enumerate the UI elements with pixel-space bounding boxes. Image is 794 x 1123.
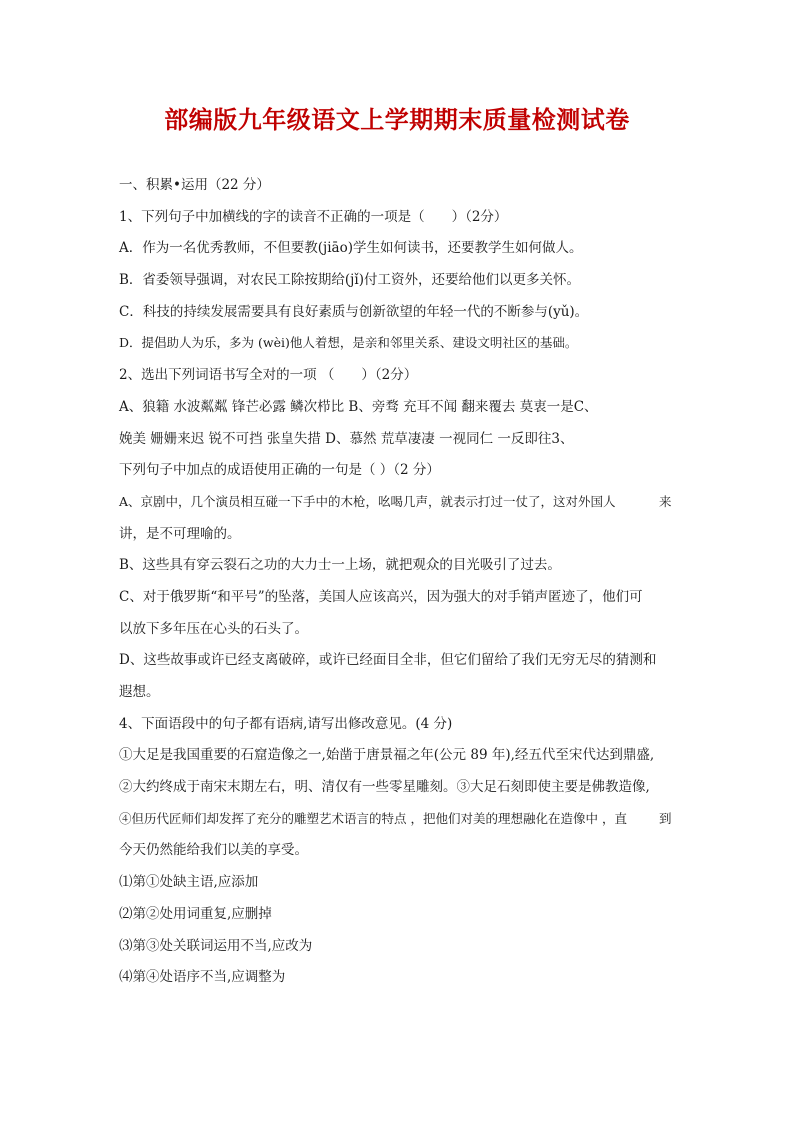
page-title: 部编版九年级语文上学期期末质量检测试卷	[164, 106, 630, 134]
question-3-option-c: C、对于俄罗斯“和平号”的坠落，美国人应该高兴，因为强大的对手销声匿迹了，他们可	[119, 588, 643, 605]
section-heading: 一、积累•运用（22 分）	[119, 177, 270, 193]
question-3-option-c-cont: 以放下多年压在心头的石头了。	[119, 620, 308, 637]
answer-item-1: ⑴第①处缺主语,应添加	[119, 874, 259, 891]
passage-line-2: ②大约终成于南宋末期左右，明、清仅有一些零星雕刻。③大足石刻即使主要是佛教造像,	[119, 779, 650, 796]
question-1-option-b: B．省委领导强调，对农民工除按期给(jǐ)付工资外，还要给他们以更多关怀。	[119, 272, 580, 289]
answer-item-2: ⑵第②处用词重复,应删掉	[119, 905, 272, 922]
passage-line-3-text: ④但历代匠师们却发挥了充分的雕塑艺术语言的特点 ，把他们对美的理想融化在造像中 ，直	[119, 810, 627, 826]
question-3-option-b: B、这些具有穿云裂石之功的大力士一上场，就把观众的目光吸引了过去。	[119, 557, 561, 574]
passage-line-3	[119, 808, 689, 840]
answer-item-3: ⑶第③处关联词运用不当,应改为	[119, 937, 313, 954]
question-3-option-d: D、这些故事或许已经支离破碎，或许已经面目全非，但它们留给了我们无穷无尽的猜测和	[119, 652, 657, 669]
passage-line-1: ①大足是我国重要的石窟造像之一,始凿于唐景福之年(公元 89 年),经五代至宋代达到鼎盛,	[119, 747, 655, 764]
passage-line-4: 今天仍然能给我们以美的享受。	[119, 842, 308, 859]
question-4-stem: 4、下面语段中的句子都有语病,请写出修改意见。(4 分)	[119, 715, 453, 732]
question-3-option-a	[119, 491, 689, 523]
question-3-option-d-cont: 遐想。	[119, 684, 160, 700]
question-2-options-cd: 娩美 姗姗来迟 锐不可挡 张皇失措 D、慕然 荒草凄凄 一视同仁 一反即往3、	[119, 430, 574, 447]
question-2-stem: 2、选出下列词语书写全对的一项 （ ）（2分）	[119, 367, 418, 384]
passage-line-3-tail: 到	[659, 810, 672, 826]
question-1-option-d: D．提倡助人为乐，多为 (wèi)他人着想，是亲和邻里关系、建设文明社区的基础。	[119, 335, 578, 351]
exam-body	[119, 174, 689, 998]
question-1-option-a: A．作为一名优秀教师，不但要教(jiāo)学生如何读书，还要教学生如何做人。	[119, 240, 583, 257]
question-3-option-a-tail: 来	[659, 493, 672, 509]
question-3-option-a-cont: 讲，是不可理喻的。	[119, 525, 241, 542]
question-1-option-c: C．科技的持续发展需要具有良好素质与创新欲望的年轻一代的不断参与(yǔ)。	[119, 303, 589, 320]
question-2-options-ab: A、狼籍 水波粼粼 锋芒必露 鳞次栉比 B、旁骛 充耳不闻 翻来覆去 莫衷一是C、	[119, 398, 598, 415]
question-3-option-a-text: A、京剧中，几个演员相互碰一下手中的木枪，吆喝几声，就表示打过一仗了，这对外国人	[119, 493, 616, 509]
question-1-stem: 1、下列句子中加横线的字的读音不正确的一项是（ ）（2分）	[119, 208, 508, 225]
question-3-stem: 下列句子中加点的成语使用正确的一句是（ ）（2 分）	[119, 462, 440, 479]
answer-item-4: ⑷第④处语序不当,应调整为	[119, 969, 286, 986]
